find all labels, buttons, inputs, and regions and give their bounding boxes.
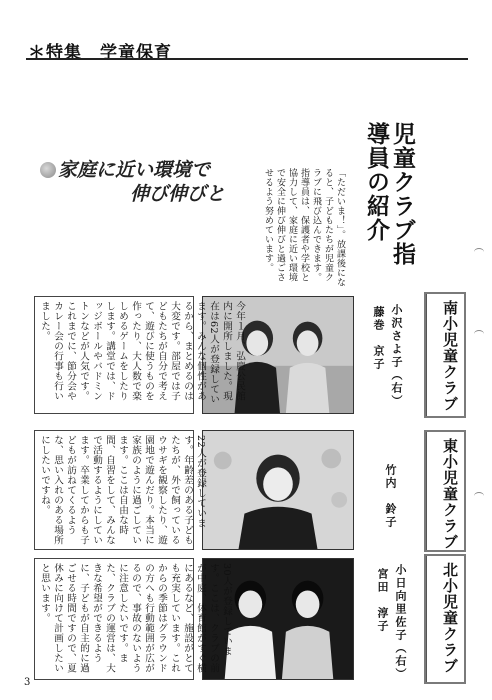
club-section-east (34, 428, 466, 554)
section-title: ＊特集 学童保育 (28, 43, 172, 63)
club-name: 東小児童クラブ (441, 438, 459, 550)
leader-name: 宮田 淳子 (376, 568, 389, 633)
club-description: 30人が登録しています。ここは、クラブの前が中庭、体育館がすぐ横にあるなど、施設がとても充実しています。これからの季節はグラウンドの方へも行動範囲が広がるので、事故のないように注意したいです。また、クラブの運営は、大きな希望ができるように、子どもが自主的に過ごせる時間ですので、夏休みに向けて計画したいと思います。 (39, 563, 232, 673)
club-description-box (34, 296, 245, 414)
staff-photo (202, 430, 354, 550)
club-description-box (34, 430, 206, 550)
leader-name: 竹内 鈴子 (384, 464, 397, 529)
edge-mark (474, 330, 484, 338)
feature-title: 児童クラブ指導員の紹介 (363, 122, 415, 266)
club-name: 南小児童クラブ (441, 300, 459, 412)
catchphrase (40, 158, 225, 206)
club-description: 今年１月、弘慶公民館内に開所しました。現在は62人が登録しています。みんな個性があるから、まとめるのは大変です。部屋では子どもたちが自分で考えて、遊びに使うものを作ったり、大人数で楽しめるゲームをしたりします。講堂では、ドッジボールやバドミントンなどが人気です。これまでに、節分会やカレー会の行事も行いました。 (39, 301, 245, 405)
club-description-box (34, 558, 232, 680)
club-tab (424, 292, 466, 418)
club-tab (424, 430, 466, 552)
intro-text: 「ただいま！」。放課後になると、子どもたちが児童クラブに飛び込んできます。指導員は、保護者や学校と協力して、家庭に近い環境で安全に伸び伸びと過ごさせるよう努めています。 (263, 168, 345, 287)
club-section-north (34, 554, 466, 686)
leader-name: 小日向里佐子（右） (394, 564, 407, 681)
leader-name: 藤巻 京子 (372, 306, 385, 371)
club-description: 22人が登録しています。年齢差のある子どもたちが、外で飼っているウサギを観察したり、遊園地で遊んだり。本当に家族のように過ごしています。ここは自由な時間、自習をして、みんなで活動するようにしています。卒業してからも子どもが訪ねてくるような、思い入れのある場所にしたいですね。 (39, 435, 206, 545)
club-name: 北小児童クラブ (441, 562, 459, 674)
edge-mark (474, 492, 484, 500)
bullet-dot-icon (40, 162, 56, 178)
catchphrase-line-2: 伸び伸びと (130, 183, 226, 205)
header-rule (26, 58, 468, 60)
leader-name: 小沢さよ子（右） (390, 304, 403, 408)
club-tab (424, 554, 466, 684)
edge-mark (474, 248, 484, 256)
catchphrase-line-1: 家庭に近い環境で (58, 159, 211, 181)
club-section-south (34, 292, 466, 418)
page-number: 3 (24, 677, 31, 688)
